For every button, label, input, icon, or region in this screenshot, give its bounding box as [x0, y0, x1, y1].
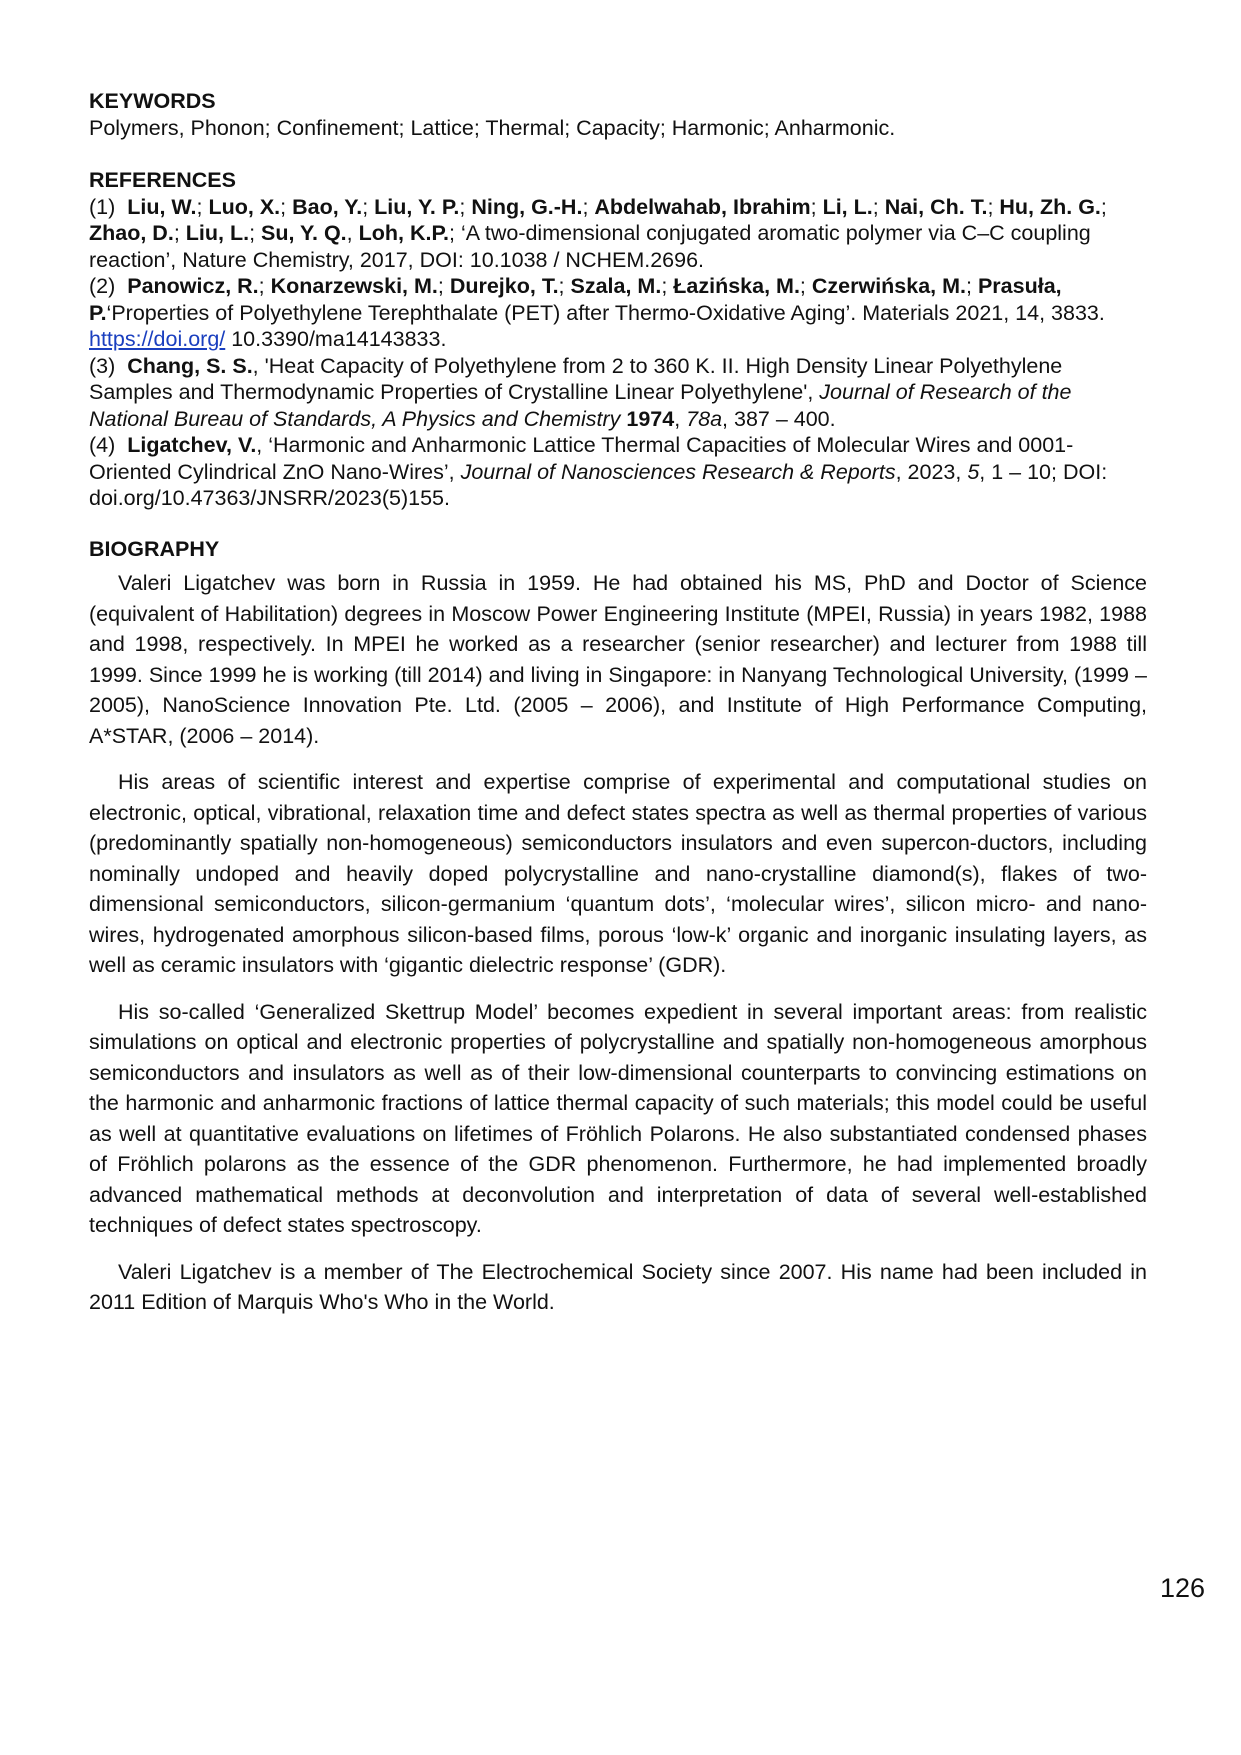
- reference-year: 1974: [626, 406, 675, 431]
- keywords-text: Polymers, Phonon; Confinement; Lattice; Thermal; Capacity; Harmonic; Anharmonic.: [89, 115, 896, 140]
- reference-number: (3): [89, 353, 116, 378]
- reference-4: [89, 432, 1147, 512]
- reference-author: Chang, S. S.: [127, 353, 253, 378]
- biography-paragraph-4: Valeri Ligatchev is a member of The Electrochemical Society since 2007. His name had been included in 2011 Edition of Marquis Who's Who in the World.: [89, 1259, 1147, 1314]
- reference-1: [89, 194, 1147, 274]
- biography-paragraph-1: Valeri Ligatchev was born in Russia in 1959. He had obtained his MS, PhD and Doctor of Science (equivalent of Habilitation) degrees in Moscow Power Engineering Institute (MPEI, Russia) in years 1982, 1988 and 1998, respectively. In MPEI he worked as a researcher (senior researcher) and lecturer from 1988 till 1999. Since 1999 he is working (till 2014) and living in Singapore: in Nanyang Technological University, (1999 – 2005), NanoScience Innovation Pte. Ltd. (2005 – 2006), and Institute of High Performance Computing, A*STAR, (2006 – 2014).: [89, 571, 1147, 748]
- author-separator: ;: [799, 274, 812, 298]
- page-number: 126: [1159, 1573, 1205, 1603]
- author-name: Szala, M.: [570, 274, 662, 298]
- author-separator: ;: [196, 194, 209, 219]
- author-name: Prasuła, P.: [89, 274, 1062, 325]
- author-separator: ;: [249, 221, 262, 245]
- reference-journal: Journal of Nanosciences Research & Reports: [460, 459, 896, 484]
- author-name: Zhao, D.: [89, 221, 174, 245]
- author-name: Loh, K.P.: [358, 221, 449, 245]
- author-name: Liu, W.: [127, 194, 197, 219]
- reference-2: [89, 273, 1147, 353]
- reference-number: (2): [89, 274, 116, 298]
- author-name: Panowicz, R.: [127, 274, 259, 298]
- author-separator: ;: [1100, 194, 1107, 219]
- reference-number: (4): [89, 433, 116, 457]
- author-name: Liu, L.: [185, 221, 250, 245]
- author-name: Hu, Zh. G.: [999, 194, 1101, 219]
- reference-text: , ‘Harmonic and Anharmonic Lattice Thermal Capacities of Molecular Wires and 0001-Oriented Cylindrical ZnO Nano-Wires’,: [89, 433, 1074, 484]
- page-content: [89, 88, 1147, 1334]
- author-name: Li, L.: [822, 194, 873, 219]
- reference-text: , 'Heat Capacity of Polyethylene from 2 to 360 K. II. High Density Linear Polyethylene Samples and Thermodynamic Properties of Crystalline Linear Polyethylene',: [89, 353, 1063, 404]
- author-name: Luo, X.: [208, 194, 281, 219]
- author-separator: ;: [987, 194, 1000, 219]
- author-name: Bao, Y.: [292, 194, 363, 219]
- reference-text: ‘A two-dimensional conjugated aromatic polymer via C–C coupling reaction’, Nature Chemistry, 2017, DOI: 10.1038 / NCHEM.2696.: [89, 221, 1091, 272]
- biography-paragraph-2: His areas of scientific interest and expertise comprise of experimental and computational studies on electronic, optical, vibrational, relaxation time and defect states spectra as well as thermal properties of various (predominantly spatially non-homogeneous) semiconductors insulators and even supercon-ductors, including nominally undoped and heavily doped polycrystalline and nano-crystalline diamond(s), flakes of two-dimensional semiconductors, silicon-germanium ‘quantum dots’, ‘molecular wires’, silicon micro- and nano-wires, hydrogenated amorphous silicon-based films, porous ‘low-k’ organic and inorganic insulating layers, as well as ceramic insulators with ‘gigantic dielectric response’ (GDR).: [89, 770, 1147, 977]
- author-separator: ;: [280, 194, 293, 219]
- author-name: Abdelwahab, Ibrahim: [594, 194, 811, 219]
- reference-volume: 5: [967, 459, 980, 484]
- author-name: Su, Y. Q.: [261, 221, 347, 245]
- reference-year: , 2023,: [895, 459, 968, 484]
- keywords-heading: KEYWORDS: [89, 89, 216, 113]
- author-separator: ;: [258, 274, 271, 298]
- author-separator: ;: [810, 194, 823, 219]
- doi-link[interactable]: https://doi.org/: [89, 327, 226, 351]
- author-name: Durejko, T.: [449, 274, 559, 298]
- author-separator: ;: [558, 274, 571, 298]
- biography-paragraph-3: His so-called ‘Generalized Skettrup Model’ becomes expedient in several important areas: from realistic simulations on optical and electronic properties of polycrystalline and spatially non-homogeneous amorphous semiconductors and insulators as well as of their low-dimensional counterparts to convincing estimations on the harmonic and anharmonic fractions of lattice thermal capacity of such materials; this model could be useful as well at quantitative evaluations on lifetimes of Fröhlich Polarons. He also substantiated condensed phases of Fröhlich polarons as the essence of the GDR phenomenon. Furthermore, he had implemented broadly advanced mathematical methods at deconvolution and interpretation of data of several well-established techniques of defect states spectroscopy.: [89, 999, 1147, 1237]
- biography-heading: BIOGRAPHY: [89, 536, 220, 561]
- author-separator: ;: [872, 194, 885, 219]
- author-name: Nai, Ch. T.: [884, 194, 988, 219]
- reference-volume: 78a: [686, 406, 723, 431]
- references-heading: REFERENCES: [89, 168, 236, 192]
- reference-doi: 10.3390/ma14143833.: [225, 327, 447, 351]
- author-separator: ;: [437, 274, 450, 298]
- reference-text: ‘Properties of Polyethylene Terephthalate (PET) after Thermo-Oxidative Aging’. Materials 2021, 14, 3833.: [106, 300, 1105, 325]
- author-name: Konarzewski, M.: [270, 274, 438, 298]
- reference-3: (3) Chang, S. S., 'Heat Capacity of Polyethylene from 2 to 360 K. II. High Density Linear Polyethylene Samples and Thermodynamic Properties of Crystalline Linear Polyethylene', Journal of Research of the National Bureau of Standards, A Physics and Chemistry 1974, 78a, 387 – 400.: [89, 353, 1072, 431]
- reference-pages: , 387 – 400.: [722, 406, 836, 431]
- author-separator: ,: [346, 221, 359, 245]
- author-name: Ning, G.-H.: [471, 194, 583, 219]
- author-separator: ;: [582, 194, 595, 219]
- author-name: Czerwińska, M.: [811, 274, 967, 298]
- author-separator: ;: [173, 221, 186, 245]
- author-separator: ;: [966, 274, 978, 298]
- section-spacer: [89, 141, 1147, 167]
- author-name: Łazińska, M.: [673, 274, 800, 298]
- author-separator: ;: [362, 194, 375, 219]
- author-separator: ;: [661, 274, 674, 298]
- reference-tail: , 1 – 10; DOI: doi.org/10.47363/JNSRR/2023(5)155.: [89, 459, 1108, 510]
- author-name: Liu, Y. P.: [374, 194, 460, 219]
- reference-journal: Journal of Research of the National Bureau of Standards, A Physics and Chemistry: [89, 380, 1072, 431]
- author-separator: ;: [459, 194, 472, 219]
- author-separator: ;: [449, 221, 461, 245]
- reference-author: Ligatchev, V.: [127, 433, 257, 457]
- reference-number: (1): [89, 194, 116, 219]
